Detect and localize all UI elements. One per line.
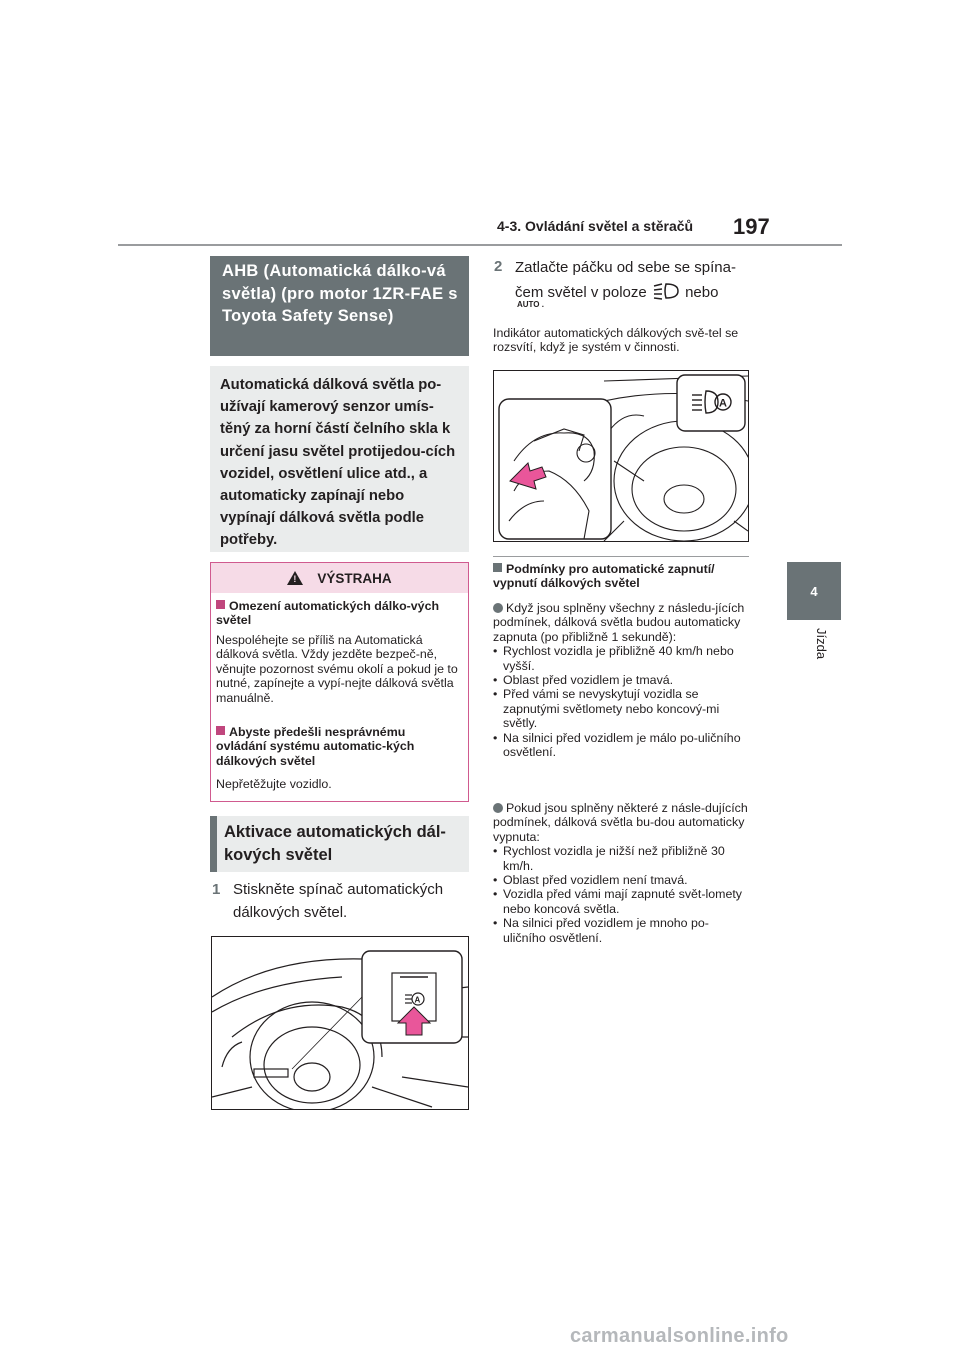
step-2 — [494, 255, 750, 325]
conditions-heading: Podmínky pro automatické zapnutí/ vypnutí dálkových světel — [493, 562, 715, 591]
section-heading-ahb: AHB (Automatická dálko-vá světla) (pro motor 1ZR-FAE s Toyota Safety Sense) — [210, 256, 469, 356]
warning-heading: VÝSTRAHA — [317, 570, 392, 586]
list-item: • Rychlost vozidla je přibližně 40 km/h nebo vyšší. — [493, 644, 749, 673]
step-text-line1: Zatlačte páčku od sebe se spína- — [515, 259, 736, 276]
section-divider — [493, 556, 749, 557]
svg-text:A: A — [719, 397, 727, 410]
warning-box — [210, 562, 469, 802]
indicator-note: Indikátor automatických dálkových svě-tel se rozsvítí, když je systém v činnosti. — [493, 326, 739, 355]
page-number: 197 — [733, 214, 770, 239]
round-bullet-icon — [493, 603, 503, 613]
warning-header — [211, 563, 468, 593]
section-heading-activation: Aktivace automatických dál-kových světel — [210, 816, 469, 872]
warning-icon: ! — [287, 571, 303, 585]
svg-text:A: A — [414, 995, 421, 1005]
list-item: • Rychlost vozidla je nižší než přibližně 30 km/h. — [493, 844, 749, 873]
lever-illustration — [493, 370, 749, 542]
step-text-end: . — [541, 300, 544, 309]
warning-subheading-1: Omezení automatických dálko-vých světel — [216, 599, 440, 628]
off-conditions-intro: Pokud jsou splněny některé z násle-dujících podmínek, dálková světla bu-dou automaticky vypnuta: — [493, 801, 748, 844]
auto-position-label: AUTO — [517, 300, 540, 309]
lever-drawing — [494, 371, 748, 541]
on-conditions-intro: Když jsou splněny všechny z následu-jících podmínek, dálková světla budou automaticky zapnuta (po přibližně 1 sekundě): — [493, 601, 745, 644]
off-conditions — [493, 801, 749, 945]
list-item: • Oblast před vozidlem není tmavá. — [493, 873, 749, 887]
step-number: 2 — [494, 258, 503, 275]
step-number: 1 — [212, 881, 221, 898]
step-text-line2: čem světel v poloze — [515, 284, 647, 301]
list-item: • Na silnici před vozidlem je mnoho po-uličního osvětlení. — [493, 916, 749, 945]
watermark: carmanualsonline.info — [570, 1325, 789, 1347]
dashboard-drawing — [212, 937, 468, 1109]
dashboard-switch-illustration — [211, 936, 469, 1110]
step-1 — [212, 878, 470, 928]
warning-subheading-2: Abyste předešli nesprávnému ovládání systému automatic-kých dálkových světel — [216, 725, 415, 768]
header-divider — [118, 244, 842, 246]
step-text: Stiskněte spínač automatických dálkových světel. — [233, 881, 444, 921]
step-text-or: nebo — [685, 284, 719, 301]
section-title: 4-3. Ovládání světel a stěračů — [497, 218, 694, 234]
square-bullet-icon — [216, 726, 225, 735]
warning-text-1: Nespoléhejte se příliš na Automatická dálková světla. Vždy jezděte bezpeč-ně, věnujte pozornost svému okolí a pokud je to nutné, zapínejte a vypí-nejte dálková světla manuálně. — [216, 633, 458, 705]
on-conditions — [493, 601, 749, 759]
warning-text-2: Nepřetěžujte vozidlo. — [216, 777, 332, 791]
list-item: • Oblast před vozidlem je tmavá. — [493, 673, 749, 687]
intro-text: Automatická dálková světla po-užívají kamerový senzor umís-těný za horní částí čelního skla k určení jasu světel protijedou-cích vozidel, osvětlení ulice atd., a automaticky zapínají nebo vypínají dálková světla podle potřeby. — [210, 366, 469, 552]
high-beam-icon — [653, 282, 679, 300]
square-bullet-icon — [216, 600, 225, 609]
list-item: • Na silnici před vozidlem je málo po-uličního osvětlení. — [493, 731, 749, 760]
chapter-label: Jízda — [814, 628, 829, 660]
round-bullet-icon — [493, 803, 503, 813]
chapter-tab: 4 — [787, 562, 841, 620]
list-item: • Před vámi se nevyskytují vozidla se zapnutými světlomety nebo koncový-mi světly. — [493, 687, 749, 730]
list-item: • Vozidla před vámi mají zapnuté svět-lomety nebo koncová světla. — [493, 887, 749, 916]
square-bullet-icon — [493, 563, 502, 572]
